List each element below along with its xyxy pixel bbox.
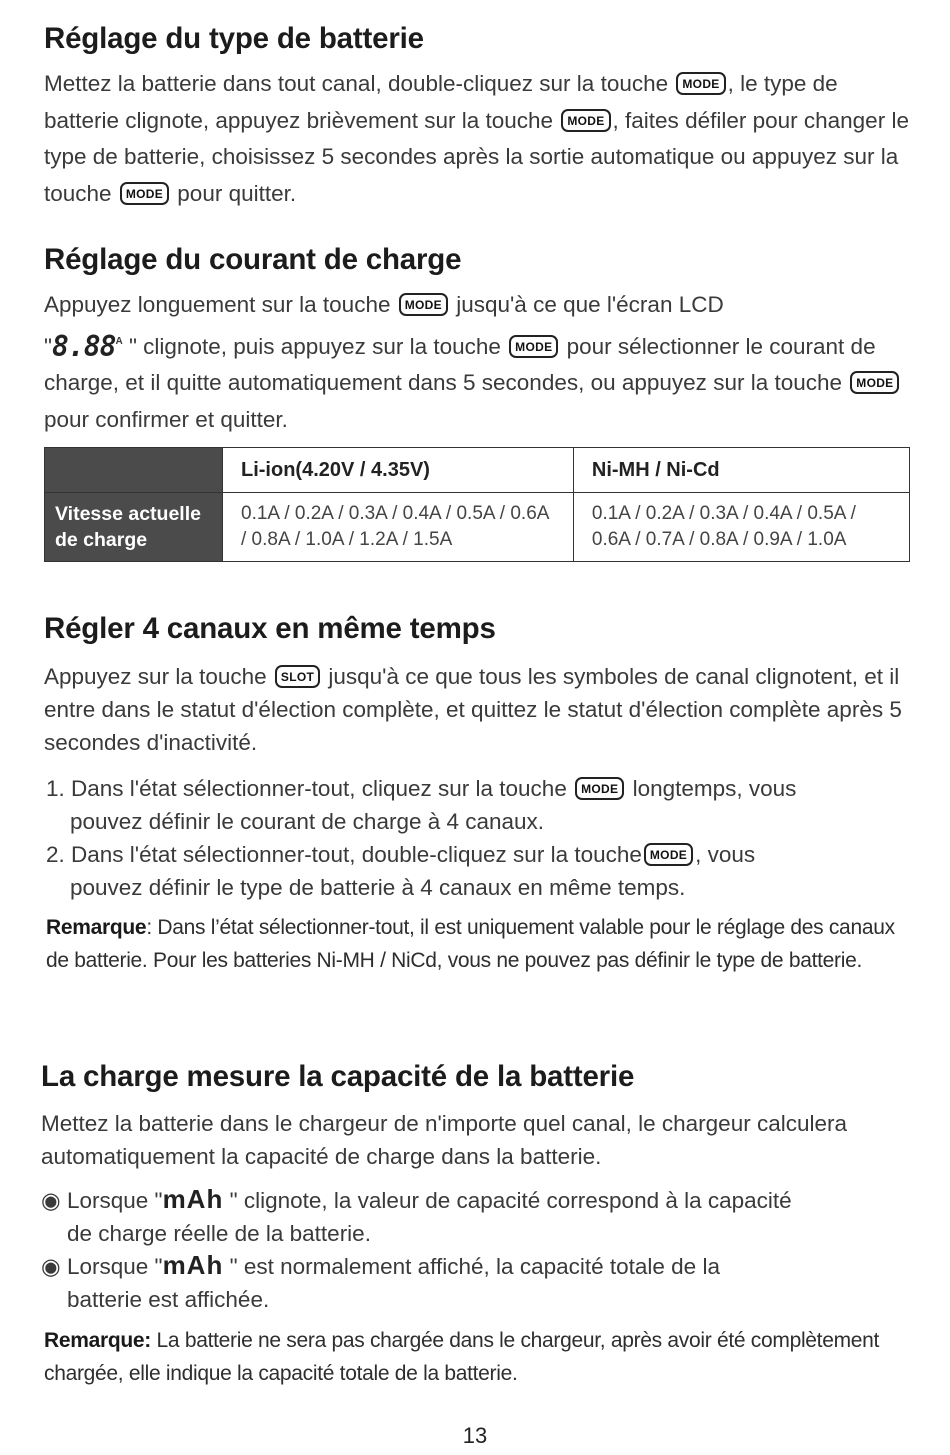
table-header-li-ion: Li-ion(4.20V / 4.35V) — [223, 448, 574, 493]
note-select-all: Remarque: Dans l’état sélectionner-tout, il est uniquement valable pour le réglage des canaux de batterie. Pour les batteries Ni-MH / NiCd, vous ne pouvez pas définir le type de batterie. — [46, 916, 895, 972]
section-title-battery-type: Réglage du type de batterie — [44, 22, 424, 55]
mah-symbol: mAh — [162, 1184, 224, 1214]
lcd-display-icon: 8.88 — [52, 329, 116, 363]
note-capacity: Remarque: La batterie ne sera pas chargée dans le chargeur, après avoir été complètement chargée, elle indique la capacité totale de la batterie. — [44, 1329, 880, 1385]
section-paragraph-capacity: Mettez la batterie dans le chargeur de n'importe quel canal, le chargeur calculera automatiquement la capacité de charge dans la batterie. — [41, 1111, 848, 1169]
table-header-row — [45, 448, 910, 493]
table-cell-nimh-values: 0.1A / 0.2A / 0.3A / 0.4A / 0.5A / 0.6A / 0.7A / 0.8A / 0.9A / 1.0A — [573, 493, 909, 562]
list-item: 2. Dans l'état sélectionner-tout, double-cliquez sur la touche MODE , vous pouvez définir le type de batterie à 4 canaux en même temps. — [46, 842, 756, 900]
mah-symbol: mAh — [162, 1250, 224, 1280]
page-number: 13 — [462, 1423, 488, 1448]
radio-bullet-icon: ◉ — [41, 1254, 61, 1279]
mode-key-icon: MODE — [644, 843, 693, 866]
note-label: Remarque — [46, 916, 147, 939]
table-row-label: Vitesse actuelle de charge — [45, 493, 223, 562]
lcd-unit-label: A — [115, 335, 123, 347]
mode-key-icon: MODE — [676, 72, 725, 95]
charge-rate-table — [44, 447, 910, 562]
table-header-nimh: Ni-MH / Ni-Cd — [573, 448, 909, 493]
mode-key-icon: MODE — [399, 293, 448, 316]
section-title-charge-current: Réglage du courant de charge — [44, 243, 462, 276]
table-row — [45, 493, 910, 562]
list-item: ◉ Lorsque "mAh " est normalement affiché, la capacité totale de la batterie est affichée. — [41, 1250, 720, 1312]
radio-bullet-icon: ◉ — [41, 1188, 61, 1213]
list-item: 1. Dans l'état sélectionner-tout, cliquez sur la touche MODE longtemps, vous pouvez définir le courant de charge à 4 canaux. — [46, 776, 797, 834]
section-title-four-channels: Régler 4 canaux en même temps — [44, 612, 496, 645]
mode-key-icon: MODE — [575, 777, 624, 800]
section-paragraph-battery-type: Mettez la batterie dans tout canal, double-cliquez sur la touche MODE , le type de batterie clignote, appuyez brièvement sur la touche MODE , faites défiler pour changer le type de batterie, choisissez 5 secondes après la sortie automatique ou appuyez sur la touche MODE pour quitter. — [44, 71, 909, 206]
mode-key-icon: MODE — [561, 109, 610, 132]
section-paragraph-four-channels: Appuyez sur la touche SLOT jusqu'à ce que tous les symboles de canal clignotent, et il entre dans le statut d'élection complète, et quittez le statut d'élection complète après 5 secondes d'inactivité. — [44, 664, 902, 755]
note-label: Remarque: — [44, 1329, 151, 1352]
mode-key-icon: MODE — [120, 182, 169, 205]
section-title-capacity: La charge mesure la capacité de la batterie — [41, 1060, 635, 1093]
section-paragraph-charge-current: Appuyez longuement sur la touche MODE jusqu'à ce que l'écran LCD "$8.88^A$ " clignote, puis appuyez sur la touche MODE pour sélectionner le courant de charge, et il quitte automatiquement dans 5 secondes, ou appuyez sur la touche MODE pour confirmer et quitter. — [44, 287, 910, 438]
table-cell-li-ion-values: 0.1A / 0.2A / 0.3A / 0.4A / 0.5A / 0.6A / 0.8A / 1.0A / 1.2A / 1.5A — [223, 493, 574, 562]
table-corner-cell — [45, 448, 223, 493]
list-item: ◉ Lorsque "mAh " clignote, la valeur de capacité correspond à la capacité de charge réelle de la batterie. — [41, 1184, 792, 1246]
mode-key-icon: MODE — [850, 371, 899, 394]
mode-key-icon: MODE — [509, 335, 558, 358]
slot-key-icon: SLOT — [275, 665, 320, 688]
